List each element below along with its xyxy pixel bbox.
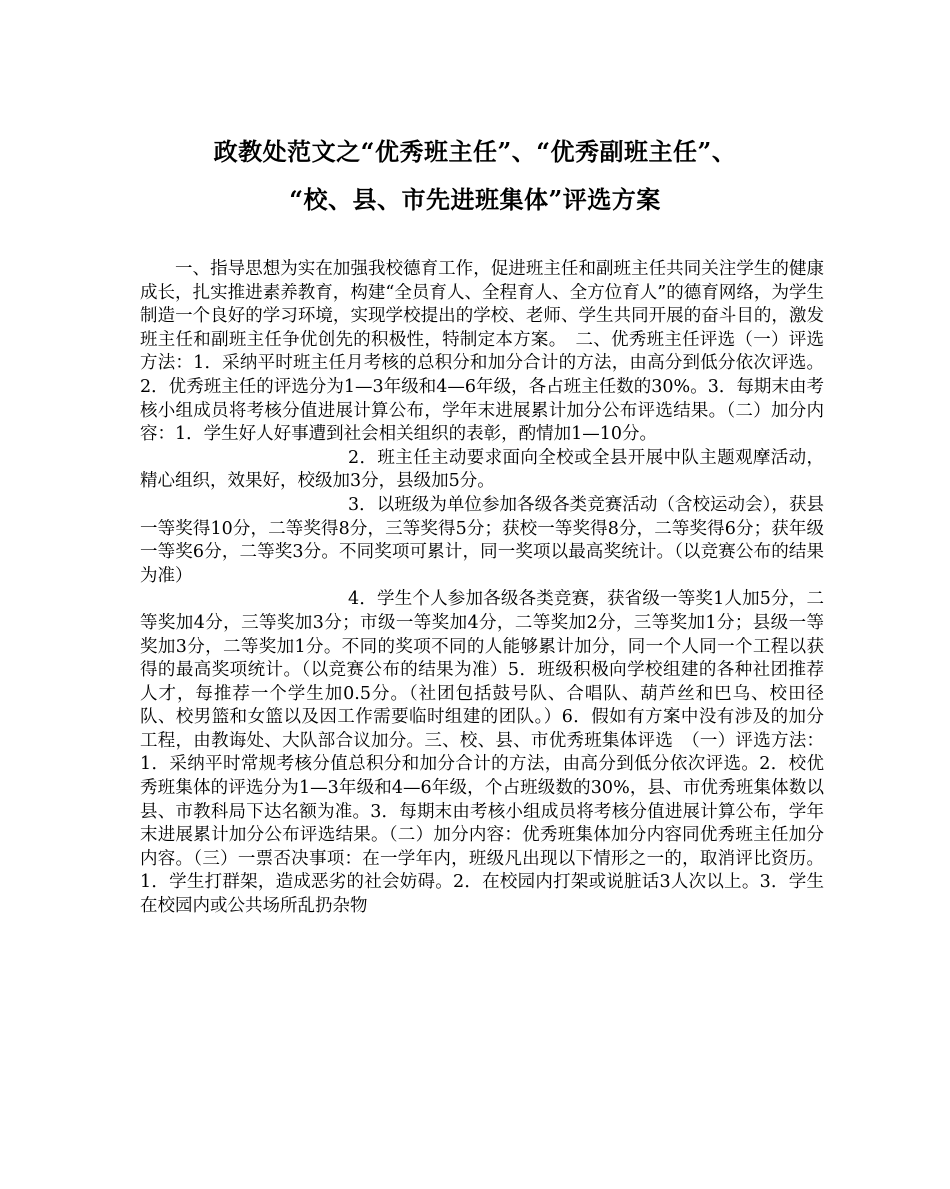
paragraph-guiding-ideology: 一、指导思想为实在加强我校德育工作，促进班主任和副班主任共同关注学生的健康成长，扎实推进素养教育，构建“全员育人、全程育人、全方位育人”的德育网络，为学生制造一个良好的学习环境，实现学校提出的学校、老师、学生共同开展的奋斗目的，激发班主任和副班主任争优创先的积极性，特制定本方案。 二、优秀班主任评选（一）评选方法：1．采纳平时班主任月考核的总积分和加分合计的方法，由高分到低分依次评选。2．优秀班主任的评选分为1—3年级和4—6年级，各占班主任数的30%。3．每期末由考核小组成员将考核分值进展计算公布，学年末进展累计加分公布评选结果。（二）加分内容：1．学生好人好事遭到社会相关组织的表彰，酌情加1—10分。 (140, 259, 824, 445)
document-title-line-2: “校、县、市先进班集体”评选方案 (289, 185, 661, 214)
paragraph-item-2: 2．班主任主动要求面向全校或全县开展中队主题观摩活动，精心组织，效果好，校级加3分，县级加5分。 (140, 447, 824, 492)
document-body (140, 258, 824, 919)
paragraph-item-3: 3．以班级为单位参加各级各类竞赛活动（含校运动会），获县一等奖得10分，二等奖得8分，三等奖得5分；获校一等奖得8分，二等奖得6分；获年级一等奖6分，二等奖3分。不同奖项可累计，同一奖项以最高奖统计。（以竞赛公布的结果为准） (140, 494, 824, 586)
document-title-line-1: 政教处范文之“优秀班主任”、“优秀副班主任”、 (213, 137, 737, 166)
paragraph-item-4: 4．学生个人参加各级各类竞赛，获省级一等奖1人加5分，二等奖加4分，三等奖加3分；市级一等奖加4分，二等奖加2分，三等奖加1分；县级一等奖加3分，二等奖加1分。不同的奖项不同的人能够累计加分，同一个人同一个工程以获得的最高奖项统计。（以竞赛公布的结果为准）5．班级积极向学校组建的各种社团推荐人才，每推荐一个学生加0.5分。（社团包括鼓号队、合唱队、葫芦丝和巴乌、校田径队、校男篮和女篮以及因工作需要临时组建的团队。）6．假如有方案中没有涉及的加分工程，由教诲处、大队部合议加分。三、校、县、市优秀班集体评选 （一）评选方法：1．采纳平时常规考核分值总积分和加分合计的方法，由高分到低分依次评选。2．校优秀班集体的评选分为1—3年级和4—6年级，个占班级数的30%，县、市优秀班集体数以县、市教科局下达名额为准。3．每期末由考核小组成员将考核分值进展计算公布，学年末进展累计加分公布评选结果。（二）加分内容：优秀班集体加分内容同优秀班主任加分内容。（三）一票否决事项：在一学年内，班级凡出现以下情形之一的，取消评比资历。1．学生打群架，造成恶劣的社会妨碍。2．在校园内打架或说脏话3人次以上。3．学生在校园内或公共场所乱扔杂物 (140, 589, 824, 917)
